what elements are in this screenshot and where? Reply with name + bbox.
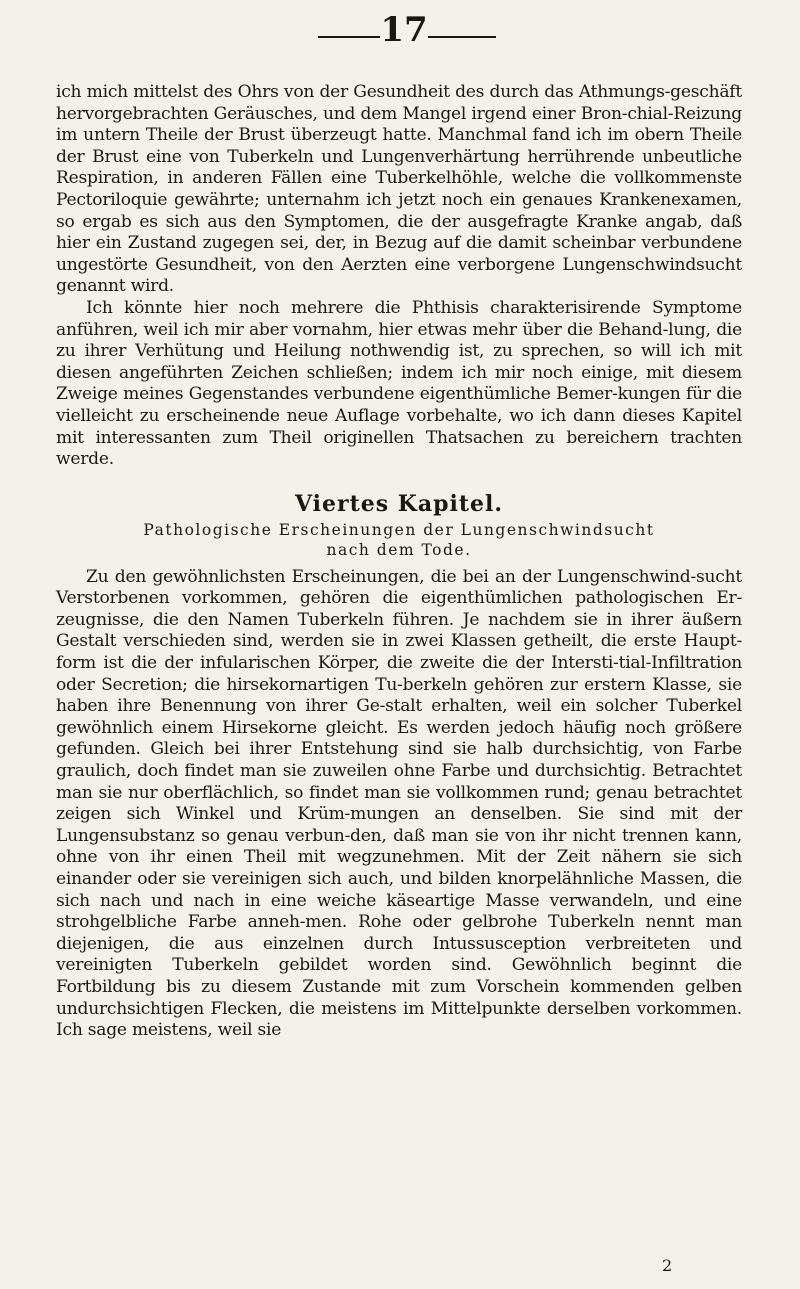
- page-number: 17: [380, 10, 428, 50]
- header-rule-right: [428, 36, 496, 38]
- page-header: [0, 8, 800, 56]
- paragraph-phthisis-symptoms: Ich könnte hier noch mehrere die Phthisis charakterisirende Symptome anführen, weil ich mir aber vornahm, hier etwas mehr über die Behand-lung, die zu ihrer Verhütung und Heilung nothwendig ist, zu sprechen, so will ich mit diesen angeführten Zeichen schließen; indem ich mir noch einige, mit diesem Zweige meines Gegenstandes verbundene eigenthümliche Bemer-kungen für die vielleicht zu erscheinende neue Auflage vorbehalte, wo ich dann dieses Kapitel mit interessanten zum Theil originellen Thatsachen zu bereichern trachten werde.: [56, 297, 742, 470]
- chapter-subtitle-line-2: nach dem Tode.: [326, 540, 472, 559]
- page-body: [56, 82, 742, 1042]
- signature-mark: 2: [662, 1256, 673, 1275]
- paragraph-tubercles: Zu den gewöhnlichsten Erscheinungen, die bei an der Lungenschwind-sucht Verstorbenen vorkommen, gehören die eigenthümlichen pathologischen Er-zeugnisse, die den Namen Tuberkeln führen. Je nachdem sie in ihrer äußern Gestalt verschieden sind, werden sie in zwei Klassen getheilt, die erste Haupt-form ist die der infularischen Körper, die zweite die der Intersti-tial-Infiltration oder Secretion; die hirsekornartigen Tu-berkeln gehören zur erstern Klasse, sie haben ihre Benennung von ihrer Ge-stalt erhalten, weil ein solcher Tuberkel gewöhnlich einem Hirsekorne gleicht. Es werden jedoch häufig noch größere gefunden. Gleich bei ihrer Entstehung sind sie halb durchsichtig, von Farbe graulich, doch findet man sie zuweilen ohne Farbe und durchsichtig. Betrachtet man sie nur oberflächlich, so findet man sie vollkommen rund; genau betrachtet zeigen sich Winkel und Krüm-mungen an denselben. Sie sind mit der Lungensubstanz so genau verbun-den, daß man sie von ihr nicht trennen kann, ohne von ihr einen Theil mit wegzunehmen. Mit der Zeit nähern sie sich einander oder sie vereinigen sich auch, und bilden knorpelähnliche Massen, die sich nach und nach in eine weiche käseartige Masse verwandeln, und eine strohgelbliche Farbe anneh-men. Rohe oder gelbrohe Tuberkeln nennt man diejenigen, die aus einzelnen durch Intussusception verbreiteten und vereinigten Tuberkeln gebildet worden sind. Gewöhnlich beginnt die Fortbildung bis zu diesem Zustande mit zum Vorschein kommenden gelben undurchsichtigen Flecken, die meistens im Mittelpunkte derselben vorkommen. Ich sage meistens, weil sie: [56, 566, 742, 1041]
- paragraph-continued: ich mich mittelst des Ohrs von der Gesundheit des durch das Athmungs-geschäft hervorgebrachten Geräusches, und dem Mangel irgend einer Bron-chial-Reizung im untern Theile der Brust überzeugt hatte. Manchmal fand ich im obern Theile der Brust eine von Tuberkeln und Lungenverhärtung herrührende unbeutliche Respiration, in anderen Fällen eine Tuberkelhöhle, welche die vollkommenste Pectoriloquie gewährte; unternahm ich jetzt noch ein genaues Krankenexamen, so ergab es sich aus den Symptomen, die der ausgefragte Kranke angab, daß hier ein Zustand zugegen sei, der, in Bezug auf die damit scheinbar verbundene ungestörte Gesundheit, von den Aerzten eine verborgene Lungenschwindsucht genannt wird.: [56, 82, 742, 297]
- chapter-title: Viertes Kapitel.: [294, 490, 504, 517]
- chapter-subtitle: [56, 520, 742, 560]
- header-rule-left: [318, 36, 380, 38]
- chapter-subtitle-line-1: Pathologische Erscheinungen der Lungenschwindsucht: [143, 520, 655, 539]
